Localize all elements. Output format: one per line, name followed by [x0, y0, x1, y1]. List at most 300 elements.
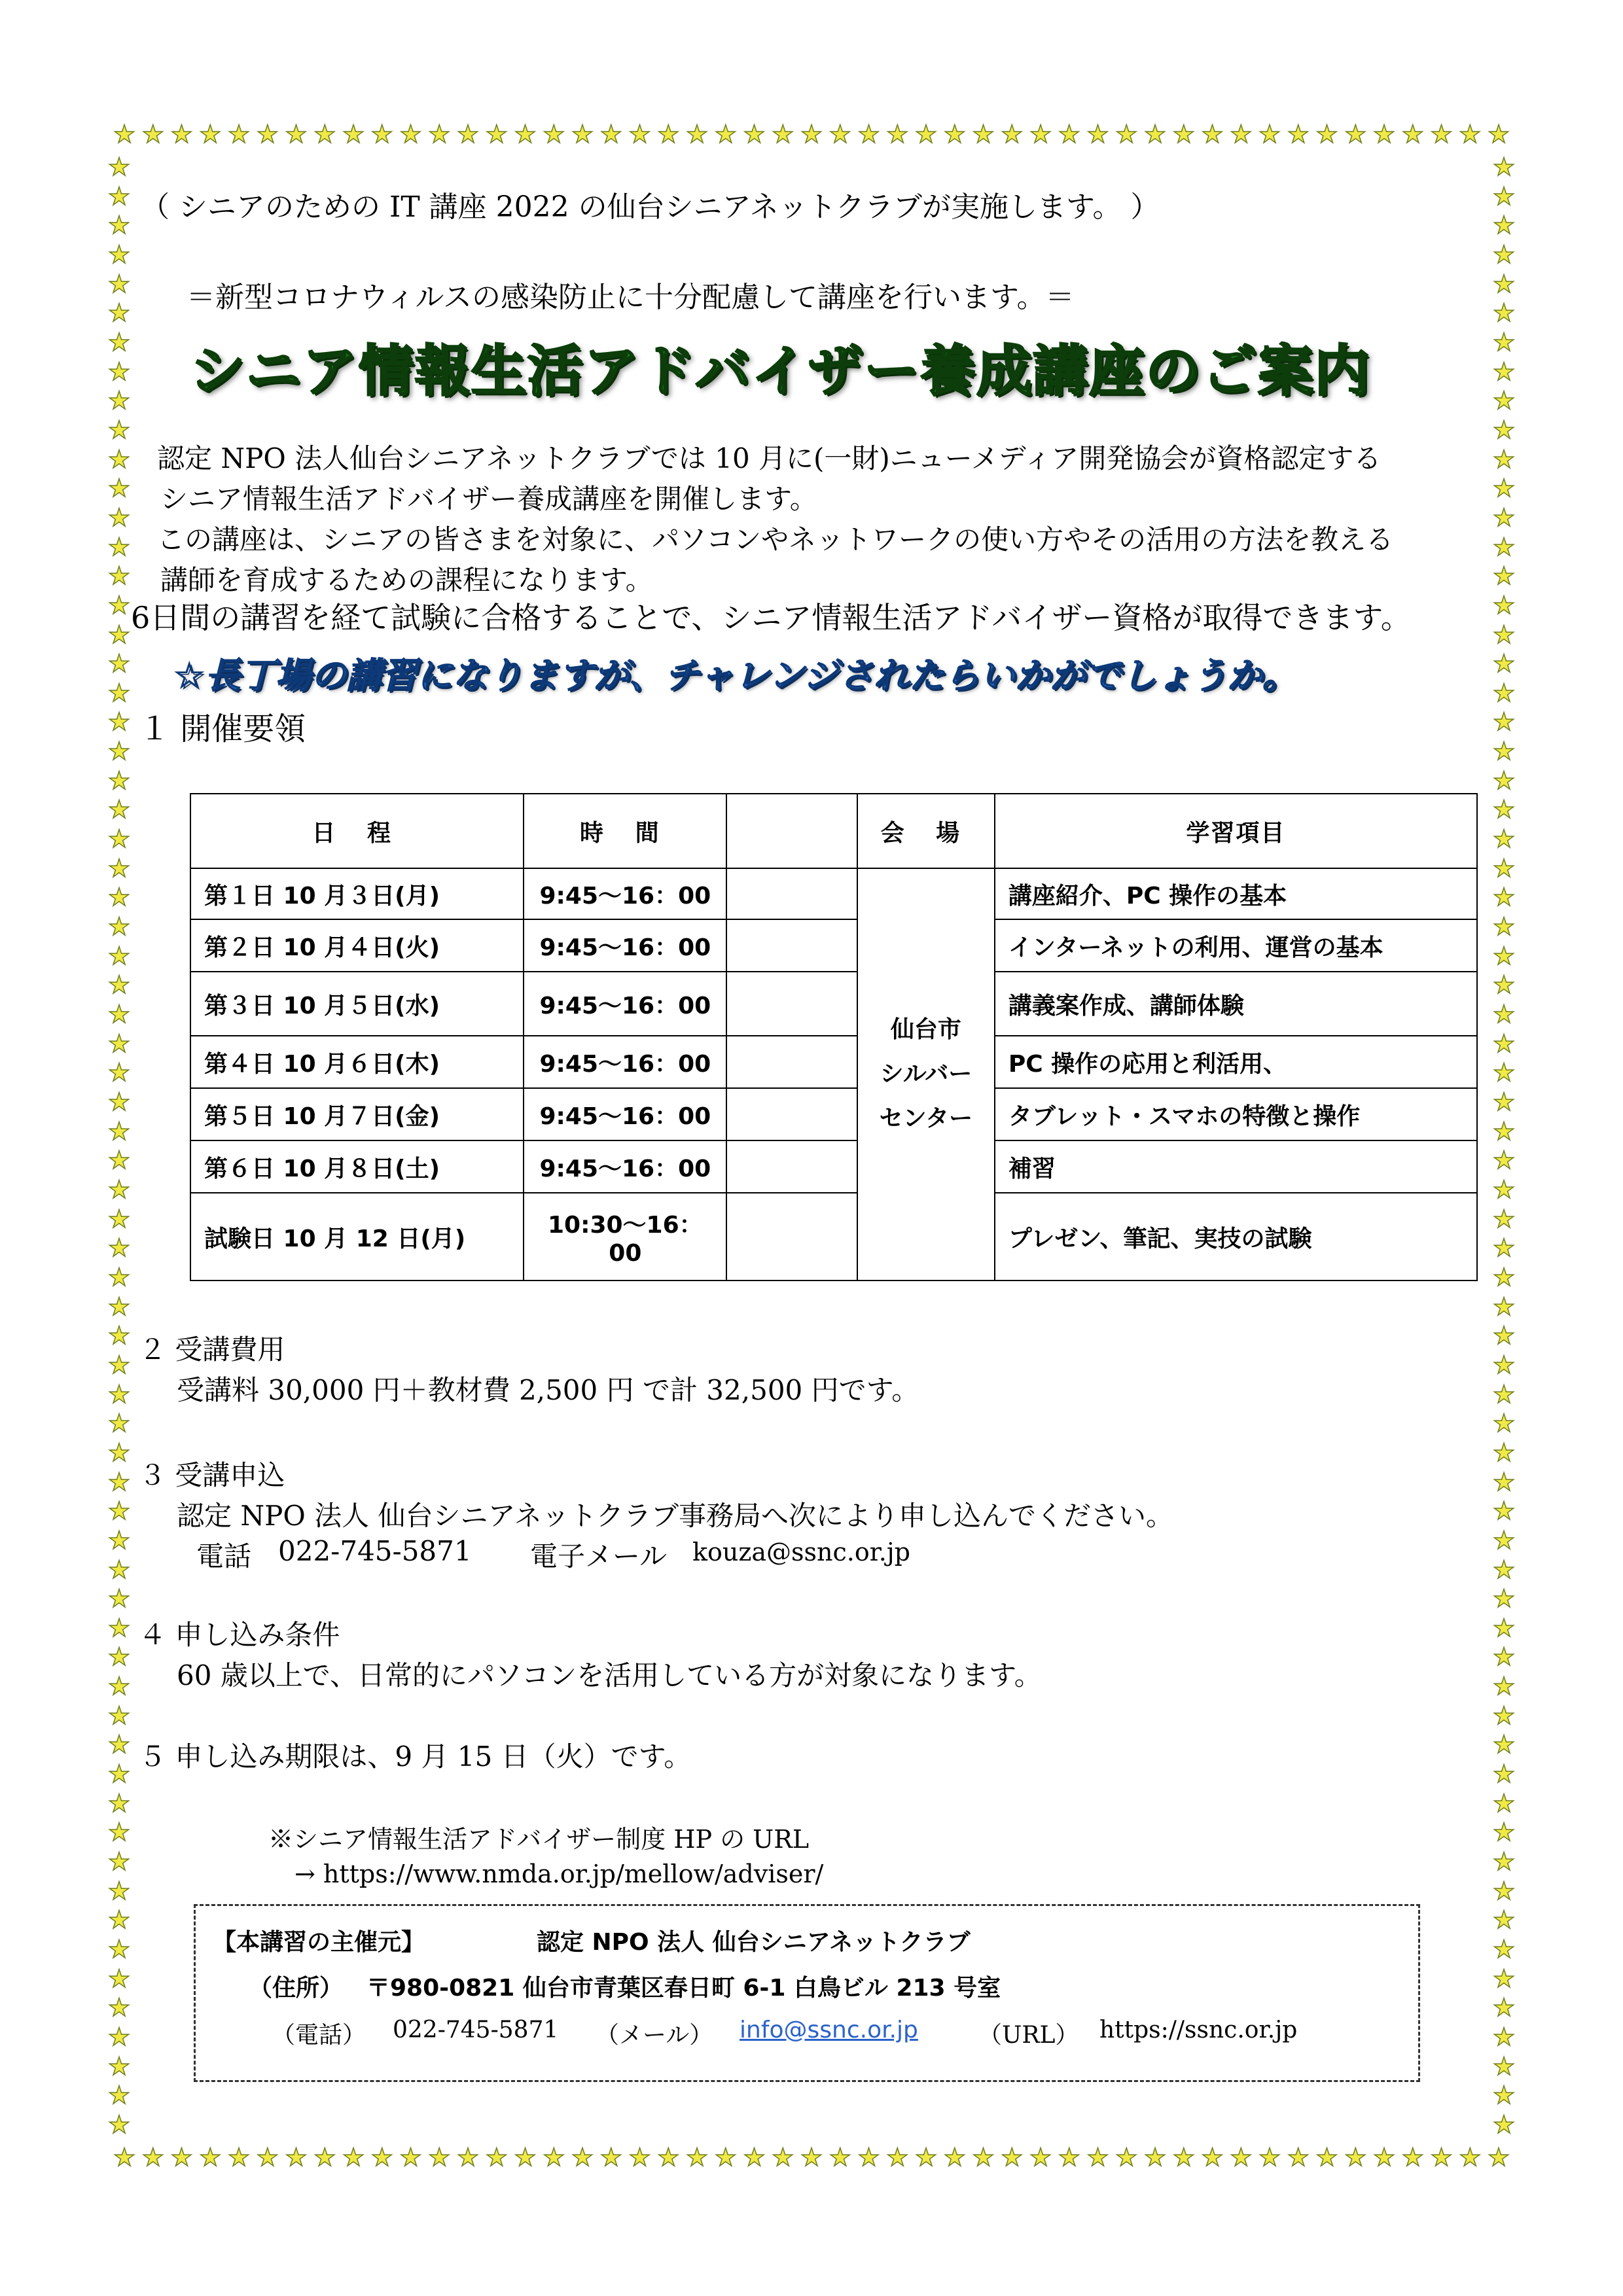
star-icon: ★	[1401, 120, 1424, 149]
star-icon: ★	[1492, 620, 1516, 649]
star-icon: ★	[107, 1847, 131, 1877]
star-icon: ★	[170, 2143, 193, 2172]
star-icon: ★	[599, 2143, 622, 2172]
star-icon: ★	[685, 2143, 709, 2172]
star-icon: ★	[1492, 970, 1516, 1000]
star-icon: ★	[1492, 824, 1516, 854]
star-icon: ★	[1492, 1379, 1516, 1409]
star-icon: ★	[370, 2143, 393, 2172]
star-icon: ★	[543, 120, 565, 149]
star-icon: ★	[1492, 444, 1516, 474]
star-icon: ★	[1201, 120, 1224, 149]
star-border-left	[106, 154, 132, 2137]
star-icon: ★	[1086, 120, 1109, 149]
star-icon: ★	[886, 120, 909, 149]
star-icon: ★	[1001, 120, 1024, 149]
star-icon: ★	[1492, 298, 1516, 328]
row-blank	[726, 919, 857, 972]
star-icon: ★	[772, 120, 794, 149]
star-icon: ★	[107, 1292, 131, 1321]
row-topic: 補習	[995, 1140, 1477, 1193]
row-day: 第３日 10 月５日(水)	[190, 972, 524, 1036]
star-icon: ★	[1492, 239, 1516, 269]
star-icon: ★	[107, 1555, 131, 1584]
star-icon: ★	[1492, 2081, 1516, 2110]
star-icon: ★	[1086, 2143, 1109, 2172]
star-icon: ★	[829, 120, 851, 149]
star-icon: ★	[107, 1262, 131, 1292]
section3-body: 認定 NPO 法人 仙台シニアネットクラブ事務局へ次により申し込んでください。	[177, 1500, 1173, 1532]
star-icon: ★	[107, 853, 131, 883]
star-icon: ★	[107, 620, 131, 649]
star-icon: ★	[1492, 1292, 1516, 1321]
phone-label: 電話	[196, 1540, 252, 1572]
table-row	[190, 919, 1477, 972]
url-note-link[interactable]: → https://www.nmda.or.jp/mellow/adviser/	[294, 1860, 824, 1888]
star-icon: ★	[685, 120, 709, 149]
star-icon: ★	[107, 561, 131, 591]
star-icon: ★	[1430, 2143, 1453, 2172]
star-icon: ★	[1315, 2143, 1338, 2172]
star-icon: ★	[107, 1759, 131, 1789]
star-icon: ★	[107, 532, 131, 561]
star-icon: ★	[1492, 1000, 1516, 1029]
venue-line: シルバー	[880, 1061, 972, 1087]
star-icon: ★	[1492, 269, 1516, 298]
star-icon: ★	[399, 2143, 422, 2172]
section3-heading: ３ 受講申込	[139, 1459, 285, 1491]
star-border-bottom	[111, 2145, 1512, 2170]
star-icon: ★	[107, 1730, 131, 1759]
row-topic: 講座紹介、PC 操作の基本	[995, 868, 1477, 919]
page-title: シニア情報生活アドバイザー養成講座のご案内	[190, 339, 1371, 403]
star-icon: ★	[1492, 590, 1516, 620]
section4-body: 60 歳以上で、日常的にパソコンを活用している方が対象になります。	[177, 1659, 1042, 1691]
star-icon: ★	[1492, 327, 1516, 357]
star-icon: ★	[1344, 120, 1367, 149]
row-day: 第５日 10 月７日(金)	[190, 1088, 524, 1140]
organizer-address-label: （住所）	[249, 1975, 344, 2002]
star-icon: ★	[1492, 1087, 1516, 1116]
star-icon: ★	[370, 120, 393, 149]
intro-line-3: この講座は、シニアの皆さまを対象に、パソコンやネットワークの使い方やその活用の方法を教える	[157, 523, 1394, 556]
star-icon: ★	[107, 1467, 131, 1496]
star-icon: ★	[107, 503, 131, 532]
organizer-url-label: （URL）	[978, 2022, 1079, 2049]
star-icon: ★	[1492, 1759, 1516, 1789]
organizer-name: 認定 NPO 法人 仙台シニアネットクラブ	[537, 1929, 971, 1956]
star-icon: ★	[1492, 1029, 1516, 1058]
star-icon: ★	[1492, 1262, 1516, 1292]
star-icon: ★	[1492, 1555, 1516, 1584]
intro-line-1: 認定 NPO 法人仙台シニアネットクラブでは 10 月に(一財)ニューメディア開発協会が資格認定する	[157, 442, 1382, 474]
star-border-right	[1491, 154, 1517, 2137]
star-icon: ★	[107, 678, 131, 707]
table-row	[190, 1088, 1477, 1140]
organizer-phone: 022-745-5871	[393, 2017, 559, 2043]
star-icon: ★	[1492, 474, 1516, 503]
header-date: 日 程	[190, 794, 524, 868]
star-icon: ★	[107, 152, 131, 181]
star-icon: ★	[107, 2022, 131, 2051]
star-icon: ★	[1492, 1146, 1516, 1175]
star-icon: ★	[1372, 120, 1396, 149]
row-time: 9:45～16：00	[524, 1088, 726, 1140]
star-icon: ★	[1492, 1642, 1516, 1672]
star-icon: ★	[943, 2143, 966, 2172]
star-icon: ★	[714, 2143, 737, 2172]
star-icon: ★	[1487, 120, 1510, 149]
star-icon: ★	[107, 883, 131, 912]
star-icon: ★	[1492, 649, 1516, 679]
star-icon: ★	[1492, 795, 1516, 824]
star-icon: ★	[972, 120, 995, 149]
star-icon: ★	[1492, 766, 1516, 795]
header-venue: 会 場	[857, 794, 995, 868]
star-icon: ★	[1492, 1525, 1516, 1555]
section2-heading: ２ 受講費用	[139, 1333, 285, 1366]
star-icon: ★	[107, 941, 131, 970]
star-icon: ★	[1492, 1905, 1516, 1935]
row-day: 試験日 10 月 12 日(月)	[190, 1193, 524, 1280]
star-icon: ★	[714, 120, 737, 149]
row-topic: タブレット・スマホの特徴と操作	[995, 1088, 1477, 1140]
star-icon: ★	[1492, 1672, 1516, 1701]
star-icon: ★	[1001, 2143, 1024, 2172]
star-icon: ★	[1492, 1321, 1516, 1351]
star-icon: ★	[107, 1116, 131, 1146]
star-icon: ★	[1492, 561, 1516, 591]
star-icon: ★	[1492, 357, 1516, 386]
star-icon: ★	[657, 120, 680, 149]
star-icon: ★	[313, 2143, 336, 2172]
star-icon: ★	[107, 912, 131, 942]
star-icon: ★	[107, 970, 131, 1000]
star-icon: ★	[1492, 1613, 1516, 1642]
star-icon: ★	[1201, 2143, 1224, 2172]
star-icon: ★	[829, 2143, 851, 2172]
star-icon: ★	[1230, 2143, 1253, 2172]
star-icon: ★	[1058, 120, 1080, 149]
star-icon: ★	[743, 120, 766, 149]
star-icon: ★	[1492, 386, 1516, 415]
star-icon: ★	[1029, 120, 1052, 149]
star-icon: ★	[107, 795, 131, 824]
star-icon: ★	[1492, 2051, 1516, 2081]
row-blank	[726, 1088, 857, 1140]
star-icon: ★	[1492, 941, 1516, 970]
table-row	[190, 1140, 1477, 1193]
star-icon: ★	[107, 1409, 131, 1438]
star-icon: ★	[456, 120, 480, 149]
star-icon: ★	[571, 2143, 594, 2172]
star-icon: ★	[914, 120, 938, 149]
star-icon: ★	[1430, 120, 1453, 149]
header-blank	[726, 794, 857, 868]
star-icon: ★	[1492, 1116, 1516, 1146]
section5-heading: ５ 申し込み期限は、9 月 15 日（火）です。	[139, 1740, 692, 1773]
organizer-url[interactable]: https://ssnc.or.jp	[1099, 2017, 1298, 2043]
venue-cell	[857, 868, 995, 1280]
star-icon: ★	[107, 211, 131, 240]
star-icon: ★	[1492, 1964, 1516, 1993]
star-icon: ★	[107, 1964, 131, 1993]
row-blank	[726, 972, 857, 1036]
star-icon: ★	[1492, 1350, 1516, 1379]
star-icon: ★	[256, 2143, 279, 2172]
star-icon: ★	[107, 1935, 131, 1964]
star-icon: ★	[1492, 415, 1516, 444]
star-icon: ★	[1401, 2143, 1424, 2172]
star-icon: ★	[227, 120, 251, 149]
star-icon: ★	[1172, 2143, 1195, 2172]
star-icon: ★	[399, 120, 422, 149]
star-icon: ★	[107, 1350, 131, 1379]
row-topic: PC 操作の応用と利活用、	[995, 1036, 1477, 1088]
star-icon: ★	[1492, 1438, 1516, 1467]
star-icon: ★	[107, 327, 131, 357]
row-day: 第６日 10 月８日(土)	[190, 1140, 524, 1193]
star-icon: ★	[1492, 1204, 1516, 1233]
star-icon: ★	[107, 1321, 131, 1351]
star-icon: ★	[107, 824, 131, 854]
star-icon: ★	[107, 444, 131, 474]
star-icon: ★	[1058, 2143, 1080, 2172]
table-row	[190, 972, 1477, 1036]
star-icon: ★	[1492, 1847, 1516, 1877]
star-icon: ★	[1029, 2143, 1052, 2172]
url-note-label: ※シニア情報生活アドバイザー制度 HP の URL	[268, 1825, 810, 1854]
star-icon: ★	[1492, 1730, 1516, 1759]
star-icon: ★	[1258, 120, 1281, 149]
star-icon: ★	[313, 120, 336, 149]
star-icon: ★	[107, 1233, 131, 1263]
header-topic: 学習項目	[995, 794, 1477, 868]
row-day: 第４日 10 月６日(木)	[190, 1036, 524, 1088]
star-icon: ★	[107, 1204, 131, 1233]
star-icon: ★	[1143, 2143, 1167, 2172]
star-icon: ★	[571, 120, 594, 149]
star-icon: ★	[107, 1058, 131, 1087]
email-address[interactable]: kouza@ssnc.or.jp	[692, 1538, 910, 1566]
star-icon: ★	[1492, 912, 1516, 942]
star-icon: ★	[1115, 120, 1138, 149]
star-icon: ★	[1492, 678, 1516, 707]
star-icon: ★	[1492, 853, 1516, 883]
organizer-phone-label: （電話）	[272, 2022, 366, 2049]
star-icon: ★	[107, 590, 131, 620]
star-icon: ★	[1492, 211, 1516, 240]
star-icon: ★	[1492, 2022, 1516, 2051]
row-topic: 講義案作成、講師体験	[995, 972, 1477, 1036]
star-icon: ★	[170, 120, 193, 149]
row-time: 9:45～16：00	[524, 1036, 726, 1088]
star-icon: ★	[107, 1818, 131, 1847]
star-icon: ★	[914, 2143, 938, 2172]
header-line: （ シニアのための IT 講座 2022 の仙台シニアネットクラブが実施します。 ）	[141, 190, 1160, 224]
row-day: 第２日 10 月４日(火)	[190, 919, 524, 972]
star-icon: ★	[107, 737, 131, 766]
row-blank	[726, 1036, 857, 1088]
star-icon: ★	[599, 120, 622, 149]
star-icon: ★	[113, 120, 136, 149]
star-icon: ★	[107, 386, 131, 415]
star-icon: ★	[107, 474, 131, 503]
star-icon: ★	[107, 2110, 131, 2139]
intro-line-4: 講師を育成するための課程になります。	[160, 564, 653, 596]
star-icon: ★	[657, 2143, 680, 2172]
star-icon: ★	[107, 1146, 131, 1175]
section1-heading: １ 開催要領	[139, 711, 306, 747]
star-icon: ★	[107, 415, 131, 444]
star-icon: ★	[107, 1993, 131, 2022]
intro-line-2: シニア情報生活アドバイザー養成講座を開催します。	[160, 483, 817, 515]
star-icon: ★	[1344, 2143, 1367, 2172]
header-time: 時 間	[524, 794, 726, 868]
row-blank	[726, 868, 857, 919]
row-time: 9:45～16：00	[524, 1140, 726, 1193]
star-icon: ★	[800, 120, 823, 149]
star-icon: ★	[141, 120, 164, 149]
star-icon: ★	[628, 2143, 651, 2172]
star-icon: ★	[107, 1876, 131, 1905]
row-topic: インターネットの利用、運営の基本	[995, 919, 1477, 972]
schedule-table	[190, 793, 1478, 1281]
venue-line: 仙台市	[890, 1016, 961, 1043]
star-icon: ★	[943, 120, 966, 149]
star-icon: ★	[428, 120, 451, 149]
star-icon: ★	[1492, 1409, 1516, 1438]
row-day: 第１日 10 月３日(月)	[190, 868, 524, 919]
star-icon: ★	[107, 239, 131, 269]
star-icon: ★	[1459, 2143, 1482, 2172]
intro-line-5: 6日間の講習を経て試験に合格することで、シニア情報生活アドバイザー資格が取得できます。	[131, 600, 1411, 635]
star-icon: ★	[1492, 503, 1516, 532]
star-icon: ★	[1230, 120, 1253, 149]
star-icon: ★	[1258, 2143, 1281, 2172]
star-icon: ★	[113, 2143, 136, 2172]
star-icon: ★	[107, 766, 131, 795]
star-icon: ★	[107, 649, 131, 679]
star-icon: ★	[107, 357, 131, 386]
star-icon: ★	[256, 120, 279, 149]
star-icon: ★	[743, 2143, 766, 2172]
star-icon: ★	[1287, 120, 1310, 149]
star-icon: ★	[107, 1029, 131, 1058]
star-icon: ★	[107, 1905, 131, 1935]
star-icon: ★	[1492, 1876, 1516, 1905]
row-blank	[726, 1193, 857, 1280]
star-border-top	[111, 122, 1512, 147]
star-icon: ★	[107, 1438, 131, 1467]
star-icon: ★	[107, 1584, 131, 1614]
star-icon: ★	[1315, 120, 1338, 149]
star-icon: ★	[1492, 1935, 1516, 1964]
star-icon: ★	[1492, 1701, 1516, 1730]
star-icon: ★	[1492, 152, 1516, 181]
star-icon: ★	[107, 1174, 131, 1204]
organizer-address: 〒980-0821 仙台市青葉区春日町 6-1 白鳥ビル 213 号室	[366, 1975, 1001, 2002]
star-icon: ★	[1115, 2143, 1138, 2172]
star-icon: ★	[857, 2143, 880, 2172]
star-icon: ★	[1487, 2143, 1510, 2172]
star-icon: ★	[1492, 1584, 1516, 1614]
star-icon: ★	[1492, 1993, 1516, 2022]
star-icon: ★	[772, 2143, 794, 2172]
star-icon: ★	[107, 1613, 131, 1642]
star-icon: ★	[107, 1525, 131, 1555]
star-icon: ★	[107, 2051, 131, 2081]
table-row	[190, 868, 1477, 919]
star-icon: ★	[628, 120, 651, 149]
star-icon: ★	[107, 1496, 131, 1526]
star-icon: ★	[107, 1000, 131, 1029]
star-icon: ★	[1172, 120, 1195, 149]
row-time: 10:30～16：00	[524, 1193, 726, 1280]
star-icon: ★	[1492, 737, 1516, 766]
star-icon: ★	[1492, 883, 1516, 912]
star-icon: ★	[141, 2143, 164, 2172]
star-icon: ★	[107, 1379, 131, 1409]
star-icon: ★	[107, 298, 131, 328]
notice-line: ＝新型コロナウィルスの感染防止に十分配慮して講座を行います。＝	[187, 281, 1075, 314]
star-icon: ★	[1492, 1818, 1516, 1847]
star-icon: ★	[485, 2143, 508, 2172]
star-icon: ★	[342, 120, 365, 149]
star-icon: ★	[107, 707, 131, 737]
star-icon: ★	[1287, 2143, 1310, 2172]
star-icon: ★	[514, 120, 537, 149]
star-icon: ★	[1492, 707, 1516, 737]
star-icon: ★	[1372, 2143, 1396, 2172]
star-icon: ★	[972, 2143, 995, 2172]
email-label: 電子メール	[530, 1540, 668, 1572]
star-icon: ★	[199, 2143, 222, 2172]
star-icon: ★	[886, 2143, 909, 2172]
star-icon: ★	[107, 2081, 131, 2110]
row-time: 9:45～16：00	[524, 972, 726, 1036]
star-icon: ★	[107, 269, 131, 298]
phone-number: 022-745-5871	[278, 1535, 472, 1567]
star-icon: ★	[485, 120, 508, 149]
section2-body: 受講料 30,000 円＋教材費 2,500 円 で計 32,500 円です。	[177, 1374, 919, 1406]
table-row	[190, 1193, 1477, 1280]
star-icon: ★	[107, 1701, 131, 1730]
organizer-mail-link[interactable]: info@ssnc.or.jp	[740, 2017, 918, 2043]
row-blank	[726, 1140, 857, 1193]
star-icon: ★	[1492, 1233, 1516, 1263]
organizer-mail-label: （メール）	[596, 2022, 713, 2049]
star-icon: ★	[1492, 1058, 1516, 1087]
table-row	[190, 1036, 1477, 1088]
star-icon: ★	[1492, 2110, 1516, 2139]
star-icon: ★	[285, 120, 308, 149]
row-time: 9:45～16：00	[524, 868, 726, 919]
star-icon: ★	[107, 1788, 131, 1818]
star-icon: ★	[342, 2143, 365, 2172]
star-icon: ★	[107, 181, 131, 211]
star-icon: ★	[514, 2143, 537, 2172]
star-icon: ★	[1459, 120, 1482, 149]
star-icon: ★	[1143, 120, 1167, 149]
star-icon: ★	[1492, 1788, 1516, 1818]
star-icon: ★	[1492, 1496, 1516, 1526]
star-icon: ★	[1492, 532, 1516, 561]
star-icon: ★	[428, 2143, 451, 2172]
challenge-message: ☆長丁場の講習になりますが、チャレンジされたらいかがでしょうか。	[173, 655, 1298, 696]
section4-heading: ４ 申し込み条件	[139, 1619, 340, 1651]
star-icon: ★	[107, 1642, 131, 1672]
